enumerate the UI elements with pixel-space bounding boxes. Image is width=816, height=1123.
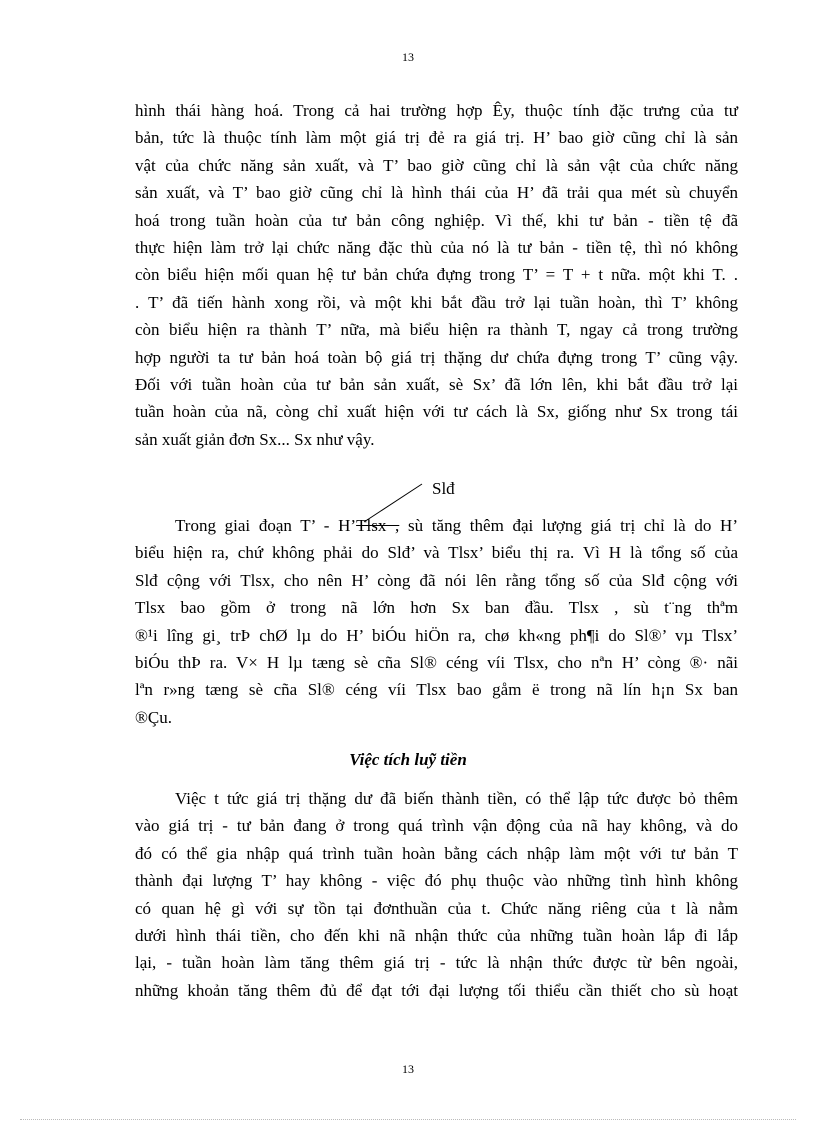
text-line: ®¹i lîng gi¸ trÞ chØ lµ do H’ biÓu hiÖn ra, chø kh«ng ph¶i do Sl®’ vµ Tlsx’	[135, 625, 738, 645]
text-line: Việc t tức giá trị thặng dư đã biến thành tiền, có thể lập tức được bỏ thêm	[175, 789, 738, 808]
text-line: vật của chức năng sản xuất, và T’ bao giờ cũng chỉ là sản vật của chức năng	[135, 155, 738, 175]
text-line: những khoản tăng thêm đủ để đạt tới đại lượng tối thiểu cần thiết cho sù hoạt	[135, 980, 738, 1000]
text-line: biÓu thÞ ra. V× H lµ tæng sè cña Sl® céng víi Tlsx, cho nªn H’ còng ®· nãi	[135, 653, 738, 673]
paragraph-2	[135, 512, 738, 731]
page-number-bottom: 13	[402, 1062, 414, 1076]
text-line: có quan hệ gì với sự tồn tại đơnthuần của t. Chức năng riêng của t là nằm	[135, 898, 738, 918]
text-line: . T’ đã tiến hành xong rồi, và một khi bắt đầu trở lại tuần hoàn, thì T’ không	[135, 292, 738, 312]
text-line: đó có thể gia nhập quá trình tuần hoàn bằng cách nhập làm một với tư bản T	[135, 843, 738, 863]
text-line: ®Çu.	[135, 707, 173, 727]
page-number-top: 13	[402, 50, 414, 64]
text-line: thực hiện làm trở lại chức năng đặc thù của nó là tư bản - tiền tệ, thì nó không	[135, 238, 738, 258]
text-line: vào giá trị - tư bản đang ở trong quá trình vận động của nã hay không, và do	[135, 816, 738, 836]
paragraph-3	[135, 785, 738, 1004]
text-line: bản, tức là thuộc tính làm một giá trị đẻ ra giá trị. H’ bao giờ cũng chỉ là sản	[135, 128, 738, 148]
text-line: Slđ cộng với Tlsx, cho nên H’ còng đã nói lên rằng tổng số của Slđ cộng với	[135, 570, 738, 590]
text-line: hoá trong tuần hoàn của tư bản công nghiệp. Vì thế, khi tư bản - tiền tệ đã	[135, 210, 738, 230]
text-line: còn biểu hiện mối quan hệ tư bản chứa đựng trong T’ = T + t nữa. một khi T. .	[135, 265, 738, 285]
text-line: dưới hình thái tiền, cho đến khi nã nhận thức của những tuần hoàn lắp đi lắp	[135, 926, 738, 946]
text-line: còn biểu hiện ra thành T’ nữa, mà biểu hiện ra thành T, ngay cả trong trường	[135, 320, 738, 340]
text-line: lại, - tuần hoàn làm tăng thêm giá trị - tức là nhận thức được từ bên ngoài,	[135, 953, 738, 973]
struck-text: Tlsx ,	[356, 516, 400, 535]
paragraph-1	[135, 97, 738, 453]
section-heading: Việc tích luỹ tiền	[349, 750, 467, 769]
text-line: hợp người ta tư bản hoá toàn bộ giá trị thặng dư chứa đựng trong T’ cũng vậy.	[135, 347, 738, 367]
text-line: hình thái hàng hoá. Trong cả hai trường hợp Êy, thuộc tính đặc trưng của tư	[135, 101, 738, 120]
text-line: tuần hoàn của nã, còng chỉ xuất hiện với tư cách là Sx, giống như Sx trong tái	[135, 402, 738, 422]
text-line: sản xuất giản đơn Sx... Sx như vậy.	[135, 429, 375, 449]
footer-divider	[20, 1119, 796, 1120]
text-line: biểu hiện ra, chứ không phải do Slđ’ và Tlsx’ biểu thị ra. Vì H là tổng số của	[135, 543, 738, 563]
text-line: sản xuất, và T’ bao giờ cũng chỉ là hình thái của H’ đã trải qua mét sù chuyển	[135, 183, 738, 203]
text-line: thành đại lượng T’ hay không - việc đó phụ thuộc vào những tình hình không	[135, 871, 738, 891]
text-line: Đối với tuần hoàn của tư bản sản xuất, sè Sx’ đã lớn lên, khi bắt đầu trở lại	[135, 375, 738, 395]
slđ-annotation: Slđ	[432, 479, 455, 498]
paragraph-2-line-1: Trong giai đoạn T’ - H’Tlsx , sù tăng thêm đại lượng giá trị chỉ là do H’	[175, 516, 738, 535]
text-line: Tlsx bao gồm ở trong nã lớn hơn Sx ban đầu. Tlsx , sù t¨ng thªm	[135, 598, 738, 618]
text-line: lªn r»ng tæng sè cña Sl® céng víi Tlsx bao gåm ë trong nã lín h¡n Sx ban	[135, 680, 738, 700]
